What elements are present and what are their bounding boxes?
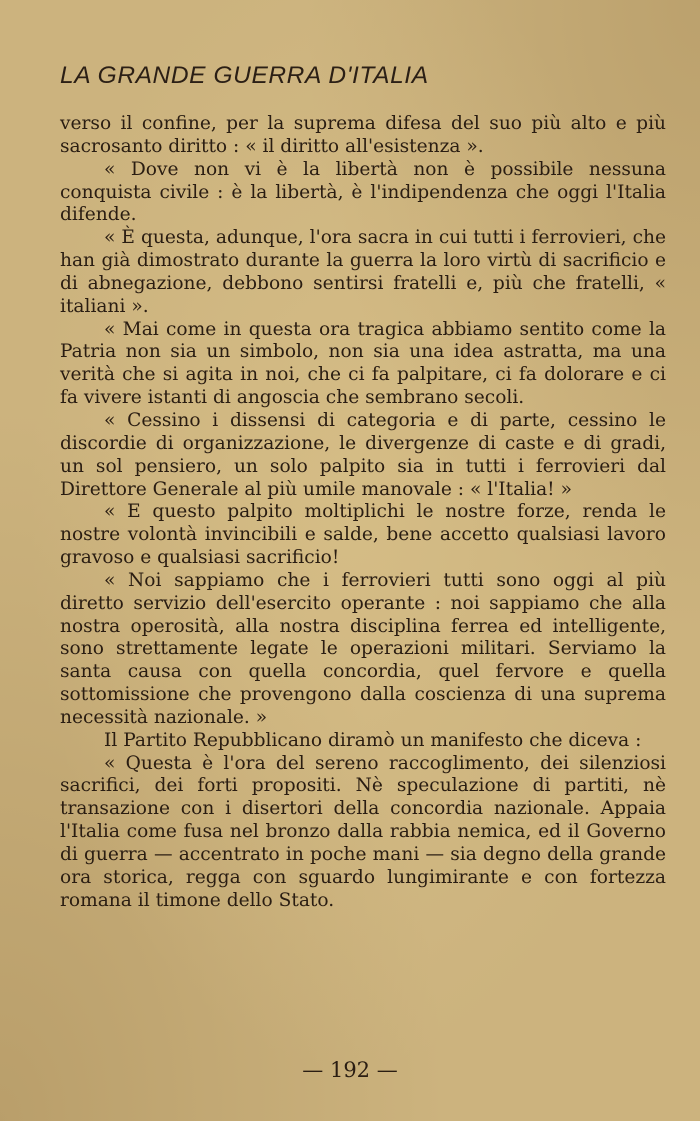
paragraph: « E questo palpito moltiplichi le nostre forze, renda le nostre volontà invincibili e salde, bene accetto qualsiasi lavoro gravoso e qualsiasi sacrificio! bbox=[60, 501, 666, 569]
paragraph: Il Partito Repubblicano diramò un manifesto che diceva : bbox=[104, 729, 642, 751]
paragraph-continuation: verso il confine, per la suprema difesa del suo più alto e più sacrosanto diritto : « il diritto all'esistenza ». bbox=[60, 113, 666, 157]
running-title: LA GRANDE GUERRA D'ITALIA bbox=[60, 62, 429, 89]
page-body bbox=[60, 113, 666, 913]
paragraph: « Noi sappiamo che i ferrovieri tutti sono oggi al più diretto servizio dell'esercito operante : noi sappiamo che alla nostra operosità, alla nostra disciplina ferrea ed intelligente, sono strettamente legate le operazioni militari. Serviamo la santa causa con quella concordia, quel fervore e quella sottomissione che provengono dalla coscienza di una suprema necessità nazionale. » bbox=[60, 569, 666, 728]
page-number: — 192 — bbox=[302, 1058, 398, 1082]
paragraph: « Cessino i dissensi di categoria e di parte, cessino le discordie di organizzazione, le divergenze di caste e di gradi, un sol pensiero, un solo palpito sia in tutti i ferrovieri dal Direttore Generale al più umile manovale : « l'Italia! » bbox=[60, 409, 666, 500]
paragraph: « Dove non vi è la libertà non è possibile nessuna conquista civile : è la libertà, è l'indipendenza che oggi l'Italia difende. bbox=[60, 158, 666, 226]
paragraph: « È questa, adunque, l'ora sacra in cui tutti i ferrovieri, che han già dimostrato durante la guerra la loro virtù di sacrificio e di abnegazione, debbono sentirsi fratelli e, più che fratelli, « italiani ». bbox=[60, 227, 666, 317]
paragraph: « Questa è l'ora del sereno raccoglimento, dei silenziosi sacrifici, dei forti propositi. Nè speculazione di partiti, nè transazione con i disertori della concordia nazionale. Appaia l'Italia come fusa nel bronzo dalla rabbia nemica, ed il Governo di guerra — accentrato in poche mani — sia degno della grande ora storica, regga con sguardo lungimirante e con fortezza romana il timone dello Stato. bbox=[60, 752, 666, 911]
paragraph: « Mai come in questa ora tragica abbiamo sentito come la Patria non sia un simbolo, non sia una idea astratta, ma una verità che si agita in noi, che ci fa palpitare, ci fa dolorare e ci fa vivere istanti di angoscia che sembrano secoli. bbox=[60, 318, 666, 409]
